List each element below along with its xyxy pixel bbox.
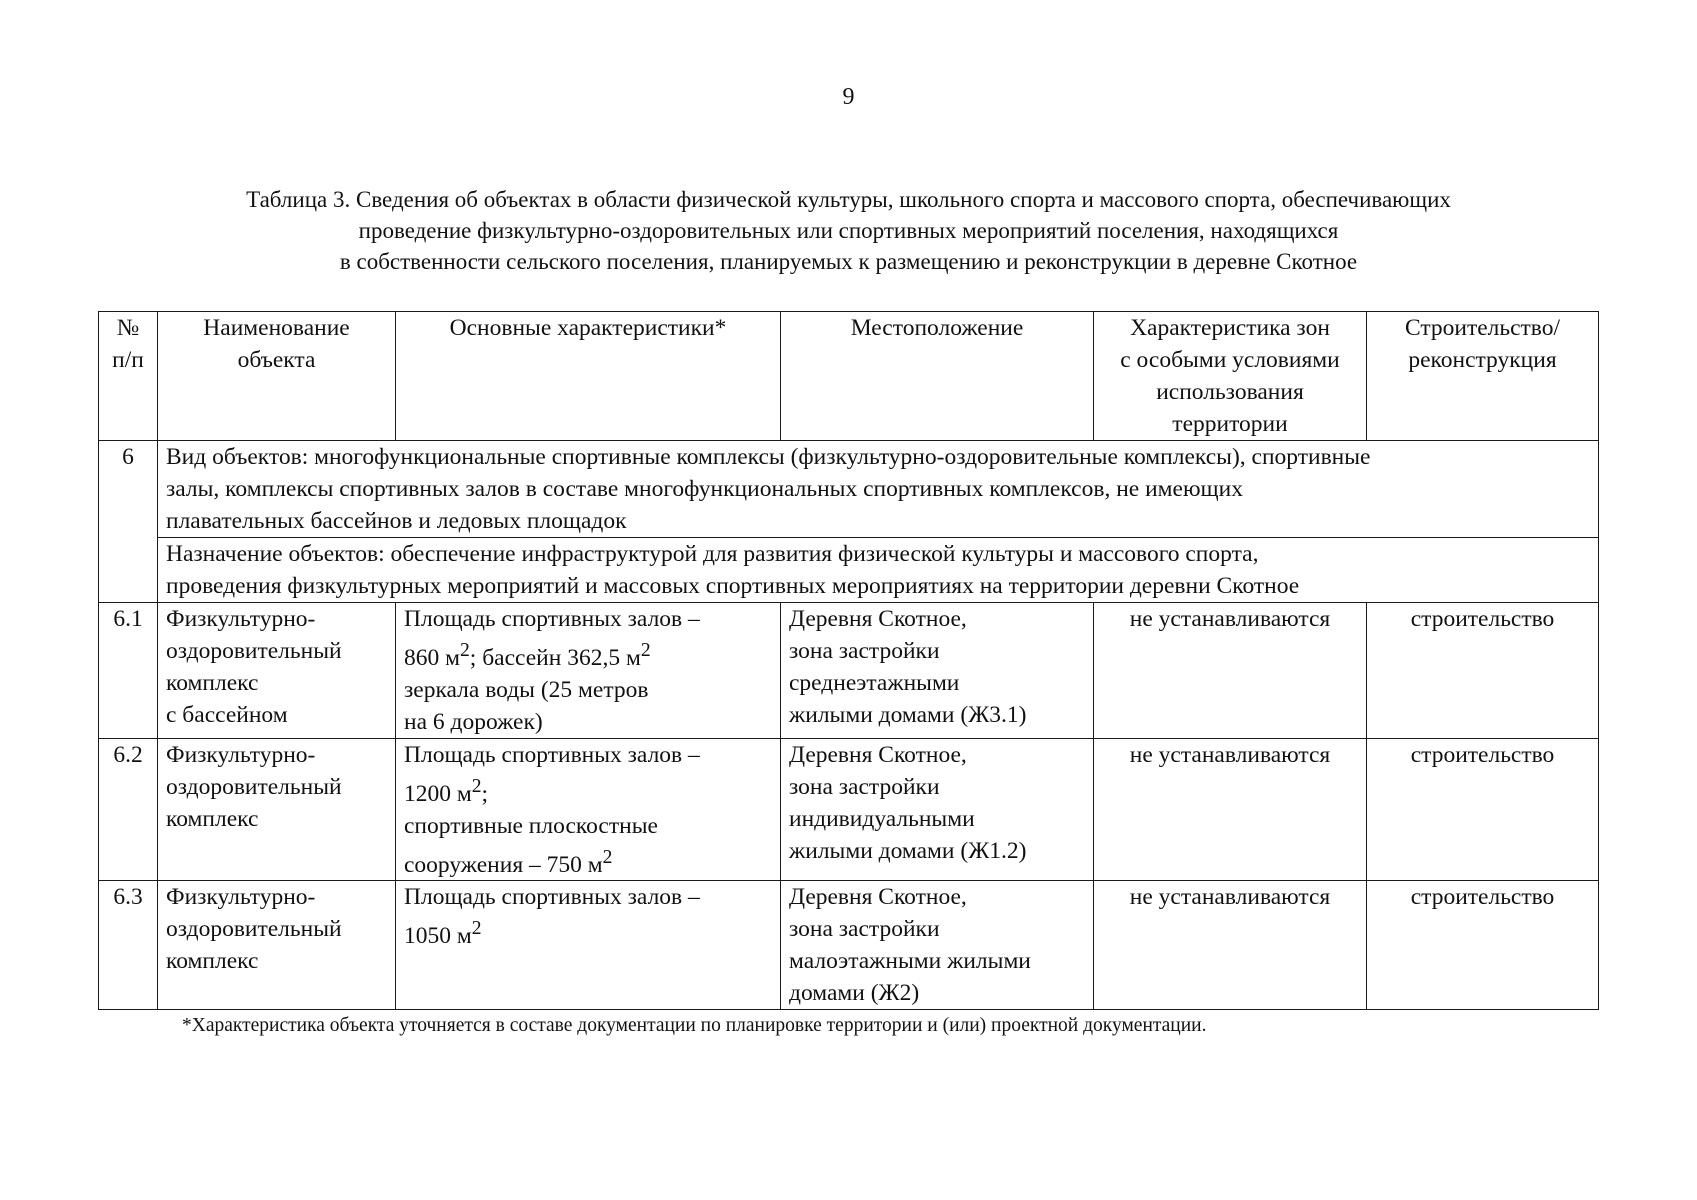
group-num: 6 [99,441,158,603]
row-num: 6.3 [99,881,158,1010]
page-number: 9 [842,84,855,110]
row-build: строительство [1367,603,1599,739]
row-name: Физкультурно- оздоровительный комплекс с бассейном [158,603,396,739]
group-purpose-row [99,538,1599,603]
group-type-row [99,441,1599,538]
header-zones: Характеристика зон с особыми условиями использования территории [1094,312,1367,441]
footnote: *Характеристика объекта уточняется в составе документации по планировке территории и (или) проектной документации. [182,1015,1207,1036]
header-name: Наименование объекта [158,312,396,441]
group-purpose: Назначение объектов: обеспечение инфраструктурой для развития физической культуры и массового спорта, проведения физкультурных мероприятий и массовых спортивных мероприятиях на территории деревни Скотное [158,538,1599,603]
header-location: Местоположение [781,312,1094,441]
row-location: Деревня Скотное, зона застройки малоэтажными жилыми домами (Ж2) [781,881,1094,1010]
header-num: № п/п [99,312,158,441]
row-location: Деревня Скотное, зона застройки среднеэтажными жилыми домами (Ж3.1) [781,603,1094,739]
table-caption [100,184,1597,277]
table-header-row [99,312,1599,441]
objects-table [98,311,1599,1010]
row-build: строительство [1367,738,1599,881]
table-row [99,881,1599,1010]
row-zones: не устанавливаются [1094,738,1367,881]
table-row [99,738,1599,881]
caption-line: в собственности сельского поселения, планируемых к размещению и реконструкции в деревне Скотное [339,249,1358,274]
footnote-divider [182,1009,580,1010]
caption-line: Таблица 3. Сведения об объектах в области физической культуры, школьного спорта и массового спорта, обеспечивающих [246,187,1451,212]
row-zones: не устанавливаются [1094,881,1367,1010]
row-characteristics: Площадь спортивных залов – 1050 $м^2$ [396,881,781,1010]
header-build: Строительство/ реконструкция [1367,312,1599,441]
caption-line: проведение физкультурно-оздоровительных или спортивных мероприятий поселения, находящихся [358,218,1339,243]
row-build: строительство [1367,881,1599,1010]
row-num: 6.1 [99,603,158,739]
row-zones: не устанавливаются [1094,603,1367,739]
row-name: Физкультурно- оздоровительный комплекс [158,738,396,881]
row-characteristics: Площадь спортивных залов – 1200 $м^2$; спортивные плоскостные сооружения – 750 $м^2$ [396,738,781,881]
row-location: Деревня Скотное, зона застройки индивидуальными жилыми домами (Ж1.2) [781,738,1094,881]
header-characteristics: Основные характеристики* [396,312,781,441]
row-characteristics: Площадь спортивных залов – 860 $м^2$; бассейн 362,5 $м^2$ зеркала воды (25 метров на 6 дорожек) [396,603,781,739]
row-name: Физкультурно- оздоровительный комплекс [158,881,396,1010]
row-num: 6.2 [99,738,158,881]
group-type: Вид объектов: многофункциональные спортивные комплексы (физкультурно-оздоровительные комплексы), спортивные залы, комплексы спортивных залов в составе многофункциональных спортивных комплексов, не имеющих плавательных бассейнов и ледовых площадок [158,441,1599,538]
table-row [99,603,1599,739]
